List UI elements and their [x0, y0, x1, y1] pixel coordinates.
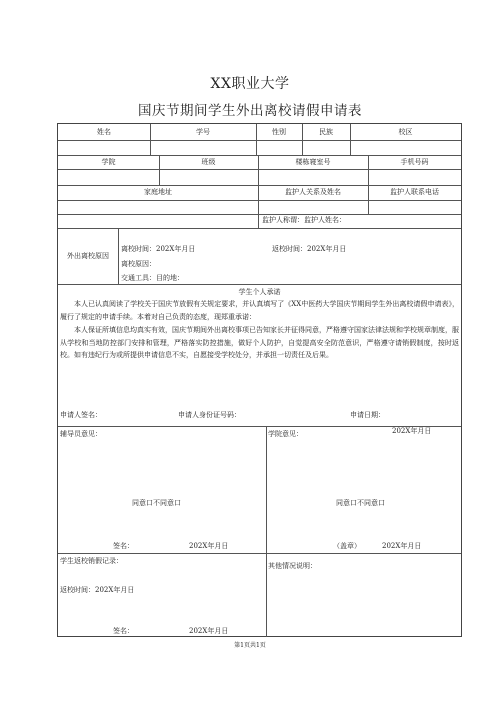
college-options: 同意口不同意口 — [336, 499, 385, 507]
label-college: 学院 — [101, 158, 116, 166]
pledge-paragraph-2: 本人保证所填信息均真实有效，国庆节期间外出离校事项已告知家长并征得同意，严格遵守国家法律法规和学校规章制度，服从学校和当地防控部门安排和管理，严格落实防控措施，做好个人防护，自觉提高安全防范意识，严格遵守请销假制度，按时返校。如有违纪行为或所提供申请信息不实，自愿接受学校处分，并承担一切责任及后果。 — [60, 326, 459, 359]
guardian-name-line: 监护人称谓：监护人姓名： — [262, 216, 346, 224]
divider — [58, 284, 461, 285]
label-home-address: 家庭地址 — [144, 188, 172, 196]
label-dorm: 楼栋寝室号 — [295, 158, 331, 166]
divider — [58, 200, 461, 201]
return-record-date: 202X年月日 — [189, 627, 229, 635]
page-footer: 第1页共1页 — [234, 642, 266, 649]
transport-destination: 交通工具：目的地： — [121, 274, 184, 282]
label-class: 班级 — [201, 158, 216, 166]
return-record-title: 学生返校销假记录： — [60, 557, 123, 565]
divider — [118, 228, 119, 284]
label-ethnicity: 民族 — [319, 128, 333, 136]
divider — [58, 185, 461, 186]
applicant-signature: 申请人签名： — [60, 411, 102, 419]
apply-date: 202X年月日 — [392, 427, 432, 435]
leave-reason-field: 离校原因： — [121, 260, 156, 268]
counselor-date: 202X年月日 — [189, 542, 229, 550]
return-record-signature: 签名： — [113, 627, 134, 635]
school-name: XX职业大学 — [210, 76, 290, 92]
depart-time: 离校时间：202X年月日 — [121, 245, 196, 253]
divider — [58, 155, 461, 156]
leave-reason-label: 外出离校原因 — [67, 252, 109, 260]
return-record-time: 返校时间：202X年月日 — [60, 586, 135, 594]
counselor-options: 同意口不同意口 — [132, 499, 181, 507]
label-gender: 性别 — [272, 128, 286, 136]
label-name: 姓名 — [97, 128, 111, 136]
leave-application-form — [57, 123, 462, 637]
other-notes-title: 其他情况说明： — [268, 562, 317, 570]
college-date: 202X年月日 — [382, 542, 422, 550]
divider — [58, 140, 461, 141]
apply-date-label: 申请日期： — [350, 411, 385, 419]
applicant-id-number: 申请人身份证号码： — [178, 411, 241, 419]
label-guardian-phone: 监护人联系电话 — [390, 188, 439, 196]
form-title: 国庆节期间学生外出离校请假申请表 — [138, 103, 362, 119]
divider — [266, 426, 267, 637]
label-phone: 手机号码 — [400, 158, 429, 166]
divider — [58, 169, 461, 170]
pledge-paragraph-1: 本人已认真阅读了学校关于国庆节放假有关规定要求，并认真填写了《XX中医药大学国庆节期间学生外出离校请假申请表》，履行了规定的申请手续。本着对自己负责的态度，现郑重承诺： — [60, 300, 459, 321]
counselor-opinion-title: 辅导员意见： — [60, 430, 102, 438]
counselor-signature: 签名： — [113, 542, 134, 550]
return-time: 返校时间：202X年月日 — [272, 245, 347, 253]
college-opinion-title: 学院意见： — [268, 430, 303, 438]
college-seal: （盖章） — [333, 542, 361, 550]
pledge-title: 学生个人承诺 — [238, 288, 281, 296]
label-guardian-relation: 监护人关系及姓名 — [285, 188, 341, 196]
divider — [58, 553, 461, 554]
label-student-id: 学号 — [196, 128, 210, 136]
divider — [58, 214, 461, 215]
label-campus: 校区 — [398, 128, 413, 136]
